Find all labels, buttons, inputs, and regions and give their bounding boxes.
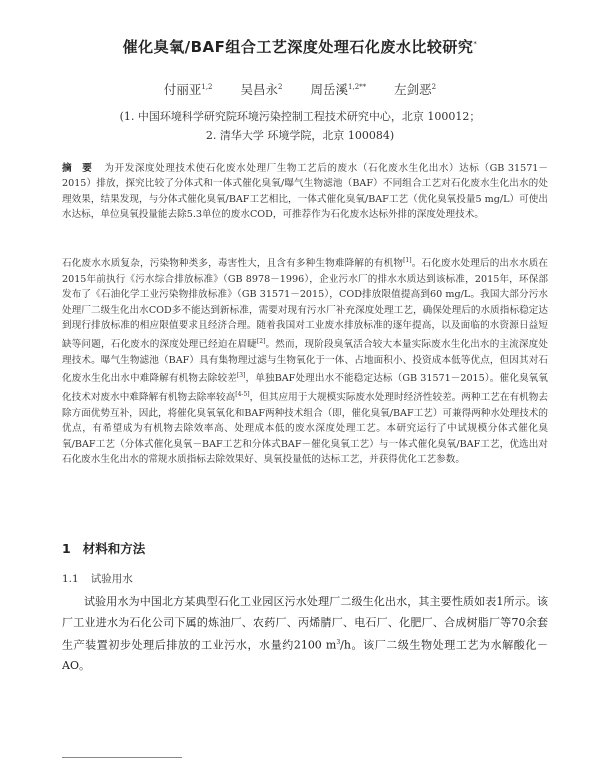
intro-text: 。然而，现阶段臭氧活合较大本量实际废水生化出水的主流深度处理技术。曝气生物滤池（BAF）具有集物理过滤与生物氧化于一体、占地面积小、投资成本低等优点，但因其对石化废水生化出水中难降解有机物去除较差 bbox=[62, 339, 549, 385]
subsection-heading bbox=[62, 571, 133, 586]
author bbox=[241, 82, 283, 97]
citation-ref: [3] bbox=[236, 372, 246, 380]
abstract-text: 为开发深度处理技术使石化废水处理厂生物工艺后的废水（石化废水生化出水）达标（GB 31571－2015）排放，探究比较了分体式和一体式催化臭氧/曝气生物滤池（BAF）不同组合工艺对石化废水生化出水的处理效果，结果发现，与分体式催化臭氧/BAF工艺相比，一体式催化臭氧/BAF工艺（优化臭氧投量5 mg/L）可使出水达标，单位臭氧投量能去除5.3单位的废水COD，可推荐作为石化废水达标外排的深度处理技术。 bbox=[62, 163, 548, 221]
intro-text: 石化废水水质复杂，污染物种类多，毒害性大，且含有多种生物难降解的有机物 bbox=[62, 258, 404, 270]
introduction-paragraph bbox=[62, 253, 548, 468]
author bbox=[311, 82, 367, 97]
author-name: 吴昌永 bbox=[240, 82, 279, 97]
title-text: 催化臭氧/BAF组合工艺深度处理石化废水比较研究 bbox=[122, 38, 474, 56]
author-name: 付丽亚 bbox=[163, 82, 202, 97]
author bbox=[394, 82, 436, 97]
footnote-divider bbox=[62, 757, 182, 758]
subsection-title: 试验用水 bbox=[90, 573, 133, 585]
author bbox=[164, 82, 213, 97]
author-name: 左剑恶 bbox=[394, 82, 432, 97]
abstract-label: 摘 要 bbox=[62, 163, 93, 174]
author-affiliation-mark: 1,2** bbox=[348, 82, 367, 91]
section-heading bbox=[62, 539, 145, 557]
abstract bbox=[62, 161, 548, 223]
subsection-number: 1.1 bbox=[62, 573, 79, 585]
author-affiliation-mark: 2 bbox=[431, 82, 437, 91]
intro-text: ，但其应用于大规模实际废水处理时经济性较差。两种工艺在有机物去除方面优势互补，因此，将催化臭氧氧化和BAF两种技术组合（即，催化臭氧/BAF工艺）可兼得两种水处理技术的优点，有希望成为有机物去除效率高、处理成本低的废水深度处理工艺。本研究运行了中试规模分体式催化臭氧/BAF工艺（分体式催化臭氧－BAF工艺和分体式BAF－催化臭氧工艺）与一体式催化臭氧/BAF工艺，优选出对石化废水生化出水的常规水质指标去除效果好、臭氧投量低的达标工艺，并获得优化工艺参数。 bbox=[62, 392, 549, 466]
affiliation-line: (1. 中国环境科学研究院环境污染控制工程技术研究中心，北京 100012； bbox=[119, 110, 481, 123]
author-name: 周岳溪 bbox=[310, 82, 349, 97]
intro-text: ，单独BAF处理出水不能稳定达标（GB 31571－2015）。催化臭氧氧化技术对废水中难降解有机物去除率较高 bbox=[62, 373, 548, 404]
citation-ref: [4-5] bbox=[235, 390, 250, 398]
title-footnote-mark: * bbox=[473, 40, 478, 48]
author-affiliation-mark: 2 bbox=[278, 82, 283, 91]
paper-title bbox=[0, 36, 600, 57]
section-number: 1 bbox=[62, 541, 71, 556]
citation-ref: [1] bbox=[403, 257, 412, 264]
body-paragraph bbox=[62, 592, 548, 677]
citation-ref: [2] bbox=[256, 337, 266, 345]
body-text: 试验用水为中国北方某典型石化工业园区污水处理厂二级生化出水，其主要性质如表1所示。该厂工业进水为石化公司下属的炼油厂、农药厂、丙烯腈厂、电石厂、化肥厂、合成树脂厂等70余套生产装置初步处理后排放的工业污水，水量约2100 m bbox=[62, 595, 548, 652]
body-text: /h。该厂二级生物处理工艺为水解酸化－AO。 bbox=[62, 638, 548, 673]
unit-superscript: 3 bbox=[336, 639, 341, 646]
author-list bbox=[0, 80, 600, 98]
author-affiliation-mark: 1,2 bbox=[201, 82, 213, 91]
affiliation-line: 2. 清华大学 环境学院，北京 100084) bbox=[205, 129, 395, 142]
section-title: 材料和方法 bbox=[82, 541, 146, 556]
intro-text: 。石化废水处理后的出水水质在2015年前执行《污水综合排放标准》（GB 8978－1996），企业污水厂的排水水质达到该标准，2015年，环保部发布了《石油化学工业污染物排放标准》（GB 31571－2015），COD排放限值提高到60 mg/L。我国大部分污水处理厂二级生化出水COD多不能达到新标准，需要对现有污水厂补充深度处理工艺，确保处理后的水质指标稳定达到现行排放标准的相应限值要求且经济合理。随着我国对工业废水排放标准的逐年提高，以及面临的水资源日益短缺等问题，石化废水的深度处理已经迫在眉睫 bbox=[62, 258, 549, 351]
